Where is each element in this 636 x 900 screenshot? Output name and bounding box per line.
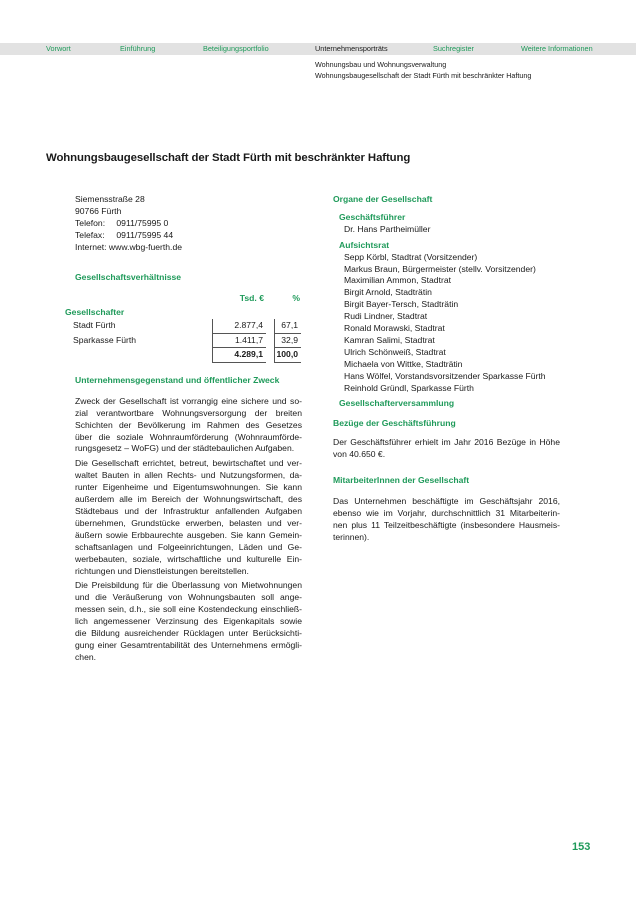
page-title: Wohnungsbaugesellschaft der Stadt Fürth mit beschränkter Haftung — [46, 152, 411, 164]
nav-item-unternehmensportraets[interactable]: Unternehmensporträts — [315, 44, 388, 53]
ownership-header-row — [65, 292, 301, 306]
page-number: 153 — [572, 841, 591, 853]
shareholder-subheading: Gesellschafter — [65, 306, 125, 317]
supervisory-board-list — [333, 252, 560, 395]
breadcrumb-category[interactable]: Wohnungsbau und Wohnungsverwaltung — [315, 60, 447, 69]
list-item: Markus Braun, Bürgermeister (stellv. Vorsitzender) — [344, 263, 536, 274]
text-line: Zweck der Gesellschaft ist vorrangig eine sichere und so- — [75, 395, 302, 406]
supervisory-board-heading: Aufsichtsrat — [339, 239, 390, 250]
text-line: äußern sowie Erbbaurechte ausgeben. Sie kann Gemein- — [75, 529, 302, 540]
text-line: Der Geschäftsführer erhielt im Jahr 2016 Bezüge in Höhe — [333, 437, 560, 448]
text-line: nen plus 11 Teilzeitbeschäftigte (insbesondere Hausmeis- — [333, 519, 560, 530]
purpose-paragraph-1 — [75, 396, 302, 456]
text-line: waltet Bauten in allen Rechts- und Nutzungsformen, da- — [75, 470, 302, 481]
text-line: Das Unternehmen beschäftigte im Geschäftsjahr 2016, — [333, 496, 560, 507]
web-label: Internet: — [75, 241, 107, 252]
text-line: gung einer Gesamtrentabilität des Unternehmens ermögli- — [75, 639, 302, 650]
shareholder-pct: 32,9 — [270, 333, 301, 348]
purpose-paragraph-3 — [75, 580, 302, 663]
text-line: runter Eigenheime und Eigentumswohnungen. Sie kann — [75, 482, 302, 493]
list-item: Sepp Körbl, Stadtrat (Vorsitzender) — [344, 251, 478, 262]
fax-value: 0911/75995 44 — [116, 229, 174, 240]
text-line: und die Veräußerung von Wohnungsbauten soll ange- — [75, 592, 302, 603]
text-line: über die soziale Wohnraumförderung (Wohnraumförde- — [75, 431, 302, 442]
shareholder-amount: 1.411,7 — [212, 333, 270, 348]
fax-row — [75, 230, 302, 242]
col-pct-header: % — [292, 293, 300, 304]
shareholder-amount: 2.877,4 — [212, 319, 270, 333]
managing-director-list — [333, 224, 560, 236]
nav-item-einfuehrung[interactable]: Einführung — [120, 44, 156, 53]
text-line: Die Preisbildung für die Überlassung von Mietwohnungen — [75, 580, 302, 591]
compensation-text — [333, 437, 560, 461]
list-item: Ronald Morawski, Stadtrat — [344, 323, 445, 334]
phone-value[interactable]: 0911/75995 0 — [116, 217, 169, 228]
breadcrumb-company[interactable]: Wohnungsbaugesellschaft der Stadt Fürth mit beschränkter Haftung — [315, 71, 532, 80]
table-row — [65, 319, 301, 333]
address-street: Siemensstraße 28 — [75, 194, 145, 204]
col-amount-header: Tsd. € — [239, 293, 264, 304]
address-city: 90766 Fürth — [75, 205, 122, 216]
text-line: werbebauten, soziale, wirtschaftliche und kulturelle Ein- — [75, 553, 302, 564]
text-line: Städtebaus und der Infrastruktur anfallenden Aufgaben — [75, 506, 302, 516]
text-line: richtungen und Dienstleistungen bereitstellen. — [75, 565, 249, 576]
nav-item-vorwort[interactable]: Vorwort — [46, 44, 71, 53]
table-total-row — [65, 348, 301, 363]
shareholder-assembly-heading: Gesellschafterversammlung — [339, 397, 455, 408]
text-line: übernehmen, Grundstücke erwerben, belasten und ver- — [75, 517, 302, 528]
managing-director-heading: Geschäftsführer — [339, 211, 406, 222]
text-line: schaftsanlagen und Folgeeinrichtungen, Läden und Ge- — [75, 541, 302, 552]
list-item: Birgit Arnold, Stadträtin — [344, 287, 432, 298]
list-item: Kamran Salimi, Stadtrat — [344, 334, 435, 345]
text-line: ebenso wie im Vorjahr, durchschnittlich 31 Mitarbeiterin- — [333, 507, 560, 518]
breadcrumb — [315, 59, 531, 81]
list-item: Ulrich Schönweiß, Stadtrat — [344, 346, 446, 357]
text-line: messen sein, d.h., sie soll eine Kostendeckung einschließ- — [75, 604, 302, 615]
right-column — [333, 194, 560, 544]
left-column — [65, 194, 302, 664]
staff-text — [333, 496, 560, 544]
text-line: von 40.650 €. — [333, 449, 386, 460]
text-line: Die Gesellschaft errichtet, betreut, bewirtschaftet und ver- — [75, 458, 302, 469]
staff-heading: MitarbeiterInnen der Gesellschaft — [333, 475, 470, 486]
purpose-paragraph-2 — [75, 458, 302, 577]
list-item: Maximilian Ammon, Stadtrat — [344, 275, 451, 286]
nav-item-suchregister[interactable]: Suchregister — [433, 44, 474, 53]
list-item: Hans Wölfel, Vorstandsvorsitzender Sparkasse Fürth — [344, 370, 546, 381]
web-link[interactable]: www.wbg-fuerth.de — [108, 241, 183, 252]
shareholder-pct: 67,1 — [270, 319, 301, 333]
shareholder-subheading-row — [65, 306, 301, 320]
purpose-heading: Unternehmensgegenstand und öffentlicher Zweck — [75, 374, 280, 385]
list-item: Dr. Hans Partheimüller — [344, 223, 431, 234]
text-line: zial verantwortbare Wohnungsversorgung der breiten — [75, 407, 302, 418]
list-item: Reinhold Gründl, Sparkasse Fürth — [344, 382, 474, 393]
total-pct: 100,0 — [270, 348, 301, 363]
web-row — [75, 242, 302, 254]
organs-heading: Organe der Gesellschaft — [333, 194, 433, 204]
ownership-table — [65, 292, 301, 363]
text-line: chen. — [75, 651, 97, 662]
list-item: Birgit Bayer-Tersch, Stadträtin — [344, 299, 459, 310]
phone-label: Telefon: — [75, 217, 106, 228]
text-line: rungsgesetz – WoFG) und der städtebaulichen Aufgaben. — [75, 443, 295, 454]
compensation-heading: Bezüge der Geschäftsführung — [333, 418, 456, 429]
top-navigation — [0, 43, 636, 55]
text-line: lich angemessener Verzinsung des Eigenkapitals sowie — [75, 616, 302, 627]
ownership-heading: Gesellschaftsverhältnisse — [75, 271, 182, 282]
list-item: Michaela von Wittke, Stadträtin — [344, 358, 463, 369]
list-item: Rudi Lindner, Stadtrat — [344, 311, 428, 322]
fax-label: Telefax: — [75, 229, 105, 240]
text-line: die Bildung ausreichender Rücklagen unter Berücksichti- — [75, 628, 302, 639]
nav-item-weitere-informationen[interactable]: Weitere Informationen — [521, 44, 593, 53]
shareholder-name: Sparkasse Fürth — [73, 334, 137, 345]
text-line: terinnen). — [333, 531, 370, 542]
shareholder-name: Stadt Fürth — [73, 320, 116, 331]
text-line: Schichten der Bevölkerung im Rahmen des Gesetzes — [75, 419, 302, 430]
text-line: außerdem alle im Bereich der Wohnungswirtschaft, des — [75, 494, 302, 505]
total-amount: 4.289,1 — [212, 348, 270, 363]
nav-item-beteiligungsportfolio[interactable]: Beteiligungsportfolio — [203, 44, 269, 53]
table-row — [65, 333, 301, 348]
address-block — [75, 194, 302, 254]
phone-row — [75, 218, 302, 230]
